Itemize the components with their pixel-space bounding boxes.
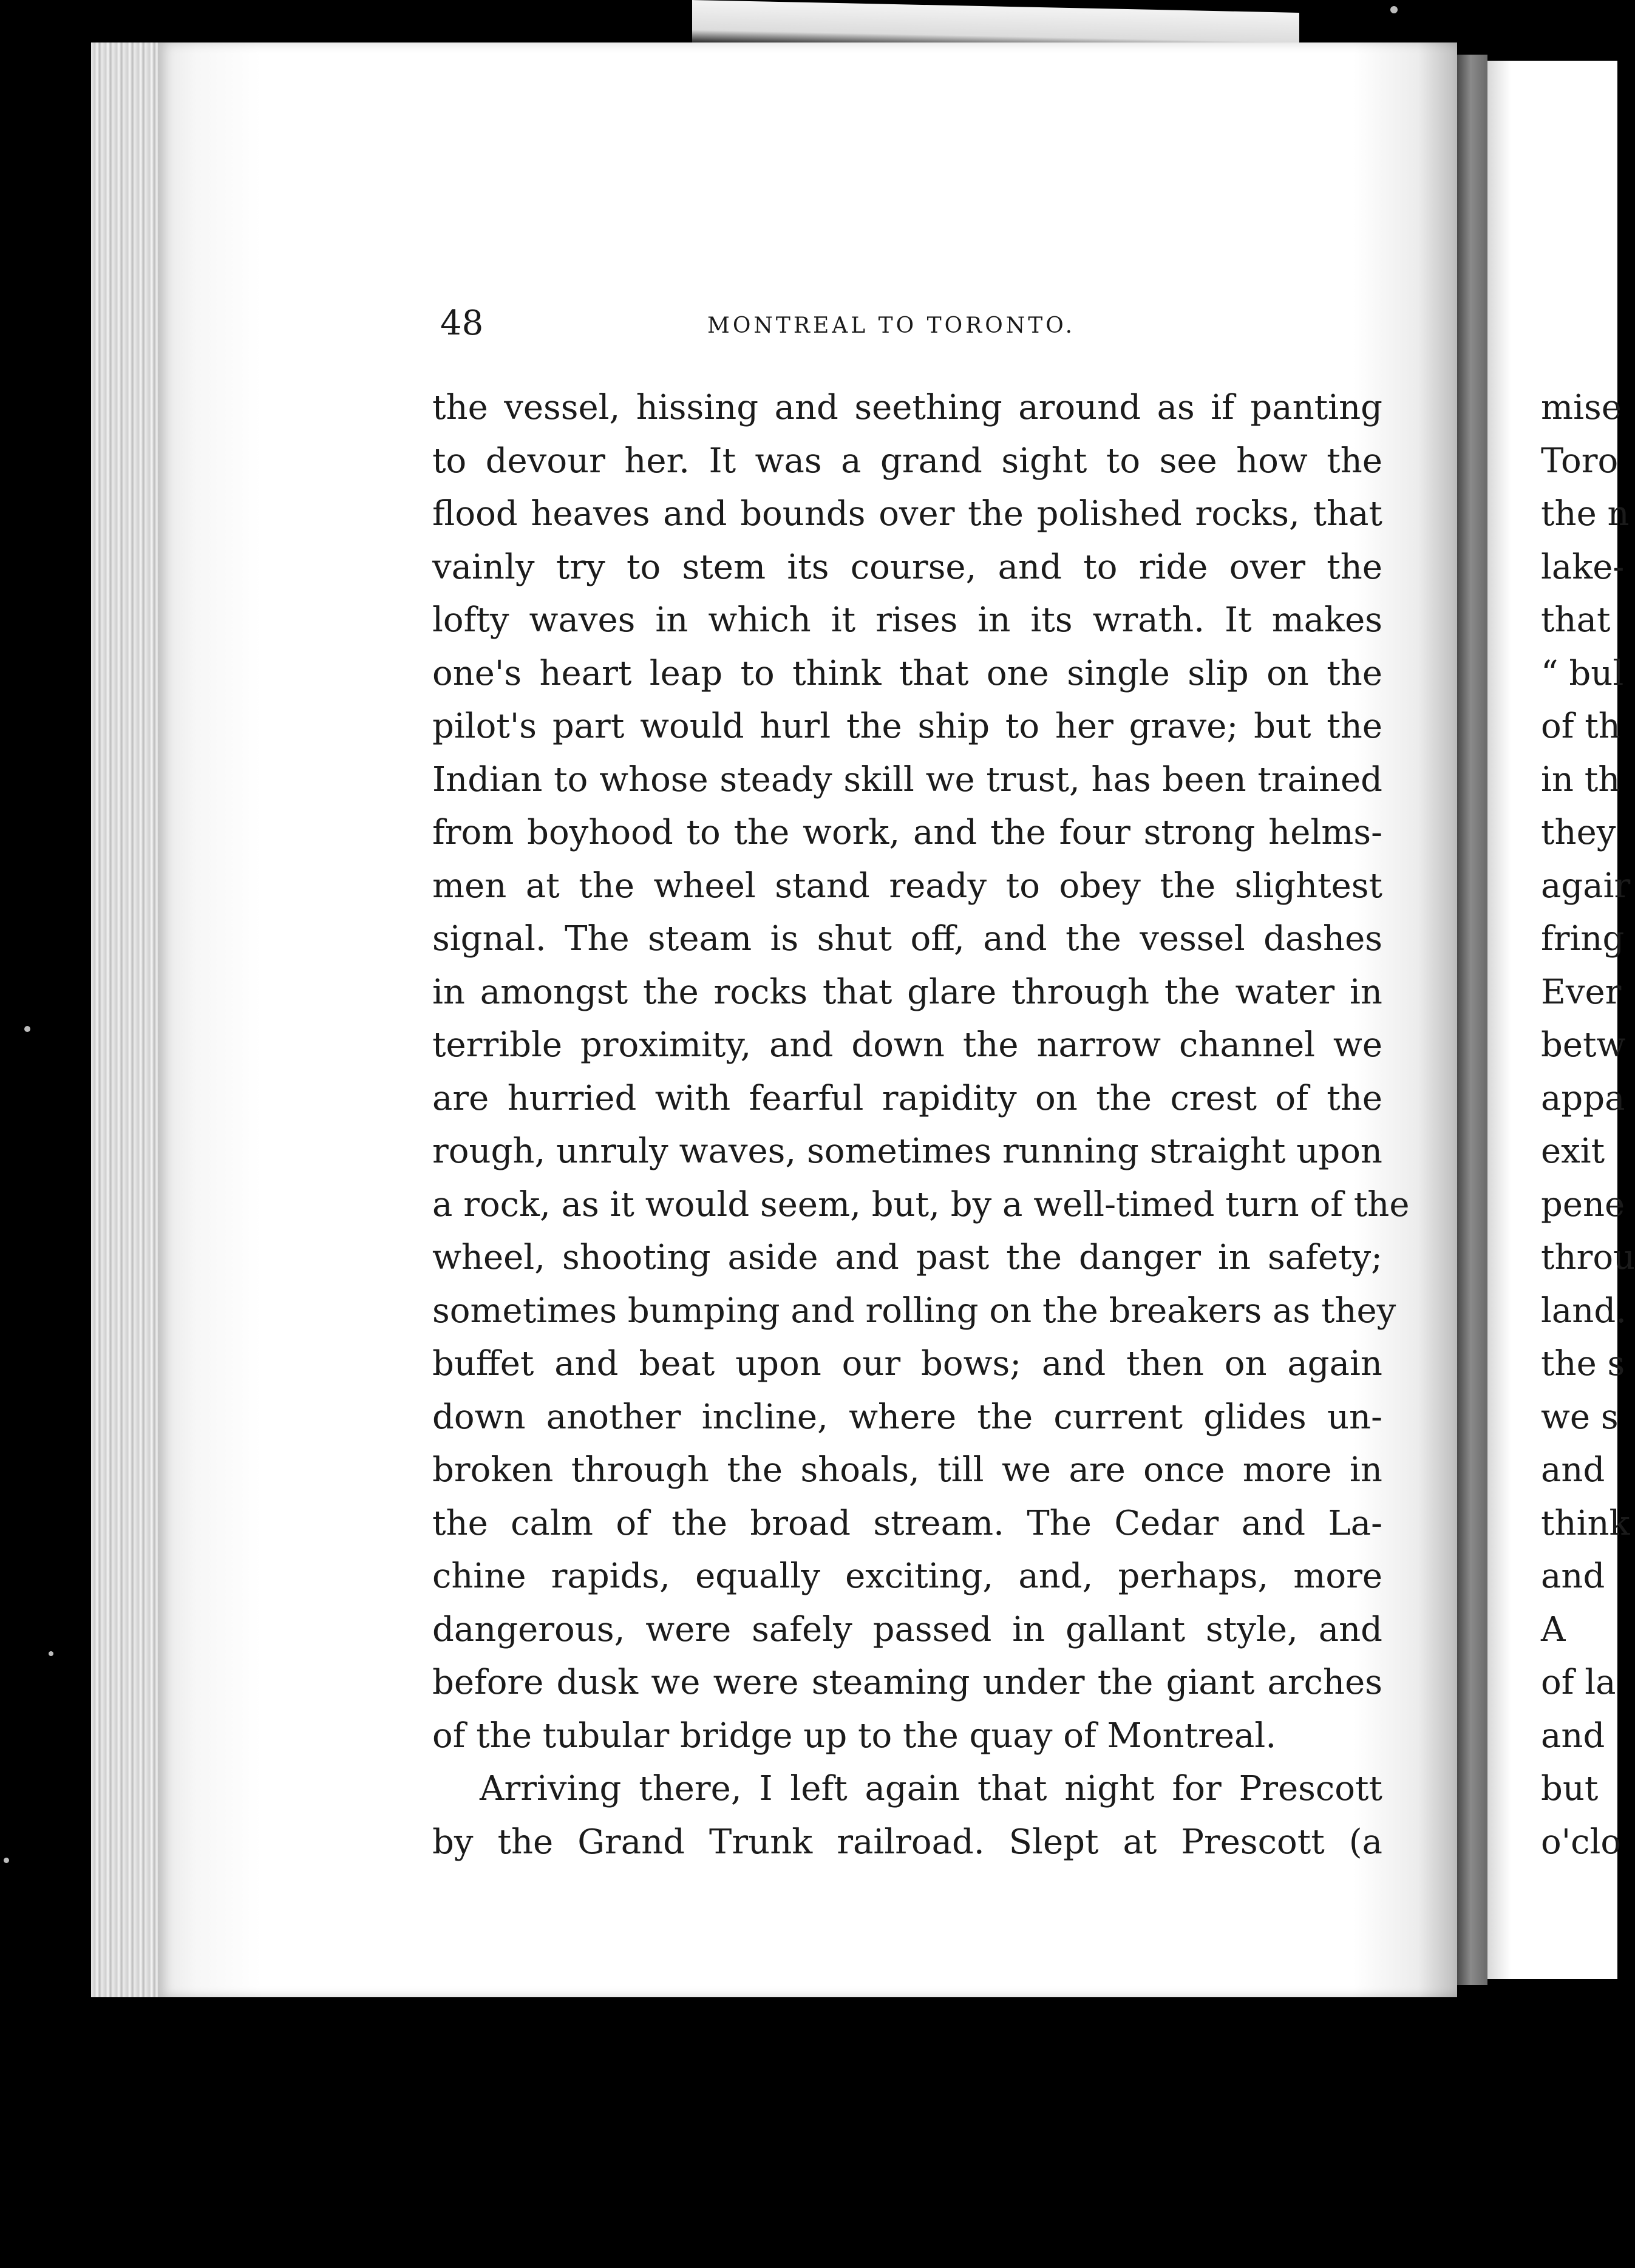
- next-page-line: and: [1541, 1716, 1605, 1756]
- text-line: are hurried with fearful rapidity on the crest of the: [432, 1078, 1382, 1118]
- next-page-text: [1541, 381, 1635, 1869]
- book-gutter: [1457, 55, 1487, 1985]
- next-page-line: of th: [1541, 707, 1620, 746]
- text-line: the calm of the broad stream. The Cedar and La-: [432, 1503, 1382, 1543]
- scan-speck: [24, 1026, 30, 1032]
- text-line: buffet and beat upon our bows; and then on again: [432, 1344, 1382, 1384]
- text-line: broken through the shoals, till we are once more in: [432, 1450, 1382, 1490]
- text-line: a rock, as it would seem, but, by a well-timed turn of the: [432, 1184, 1410, 1224]
- scan-speck: [49, 1651, 53, 1656]
- next-page-line: the s: [1541, 1344, 1625, 1384]
- next-page-line: Ever: [1541, 972, 1622, 1012]
- page-number: 48: [440, 304, 484, 343]
- text-line: before dusk we were steaming under the giant arches: [432, 1663, 1382, 1702]
- next-page-line: mise: [1541, 388, 1622, 427]
- text-line: sometimes bumping and rolling on the breakers as they: [432, 1291, 1396, 1331]
- text-line: dangerous, were safely passed in gallant style, and: [432, 1609, 1382, 1649]
- next-page-line: we s: [1541, 1397, 1619, 1437]
- text-line: terrible proximity, and down the narrow channel we: [432, 1025, 1382, 1065]
- next-page-line: throu: [1541, 1238, 1635, 1277]
- next-page-line: agair: [1541, 866, 1631, 906]
- next-page-line: and: [1541, 1557, 1605, 1596]
- scan-speck: [4, 1858, 9, 1863]
- text-line: one's heart leap to think that one single slip on the: [432, 653, 1382, 693]
- next-page-line: betw: [1541, 1025, 1626, 1065]
- text-line: wheel, shooting aside and past the danger in safety;: [432, 1238, 1382, 1277]
- text-line: in amongst the rocks that glare through the water in: [432, 972, 1382, 1012]
- next-page-line: Toro: [1541, 441, 1619, 481]
- text-line: down another incline, where the current glides un-: [432, 1397, 1382, 1437]
- page-header: [440, 304, 1393, 352]
- text-line: pilot's part would hurl the ship to her grave; but the: [432, 707, 1382, 746]
- text-line: of the tubular bridge up to the quay of Montreal.: [432, 1716, 1277, 1756]
- text-line: Arriving there, I left again that night for Prescott: [480, 1769, 1382, 1808]
- text-line: chine rapids, equally exciting, and, perhaps, more: [432, 1557, 1382, 1596]
- text-line: by the Grand Trunk railroad. Slept at Prescott (a: [432, 1822, 1382, 1862]
- next-page-line: o'clo: [1541, 1822, 1622, 1862]
- scan-speck: [1390, 6, 1398, 13]
- next-page-line: in th: [1541, 759, 1620, 800]
- next-page-line: think: [1541, 1503, 1630, 1543]
- running-head: MONTREAL TO TORONTO.: [707, 313, 1076, 338]
- next-page-line: but: [1541, 1769, 1599, 1808]
- next-page-line: and: [1541, 1450, 1605, 1490]
- next-page-line: appa: [1541, 1078, 1625, 1118]
- text-line: flood heaves and bounds over the polished rocks, that: [432, 494, 1382, 534]
- next-page-line: of la: [1541, 1663, 1616, 1702]
- body-text: [432, 381, 1410, 1869]
- next-page-line: the n: [1541, 494, 1630, 534]
- text-line: the vessel, hissing and seething around as if panting: [432, 388, 1382, 427]
- text-line: men at the wheel stand ready to obey the slightest: [432, 866, 1382, 906]
- next-page-line: exit: [1541, 1132, 1605, 1171]
- text-line: lofty waves in which it rises in its wrath. It makes: [432, 600, 1382, 640]
- next-page-line: lake-: [1541, 547, 1625, 587]
- next-page-line: that: [1541, 600, 1611, 640]
- next-page-line: “ bul: [1541, 653, 1624, 693]
- text-line: vainly try to stem its course, and to ride over the: [432, 547, 1382, 587]
- text-line: Indian to whose steady skill we trust, has been trained: [432, 759, 1382, 800]
- text-line: rough, unruly waves, sometimes running straight upon: [432, 1132, 1382, 1171]
- next-page-line: A: [1541, 1609, 1566, 1649]
- next-page-line: they: [1541, 813, 1616, 852]
- next-page-line: fring: [1541, 919, 1625, 959]
- text-line: from boyhood to the work, and the four strong helms-: [432, 813, 1382, 852]
- next-page-line: land.: [1541, 1291, 1627, 1331]
- text-line: signal. The steam is shut off, and the vessel dashes: [432, 919, 1382, 959]
- text-line: to devour her. It was a grand sight to see how the: [432, 441, 1382, 481]
- next-page-line: pene: [1541, 1184, 1625, 1224]
